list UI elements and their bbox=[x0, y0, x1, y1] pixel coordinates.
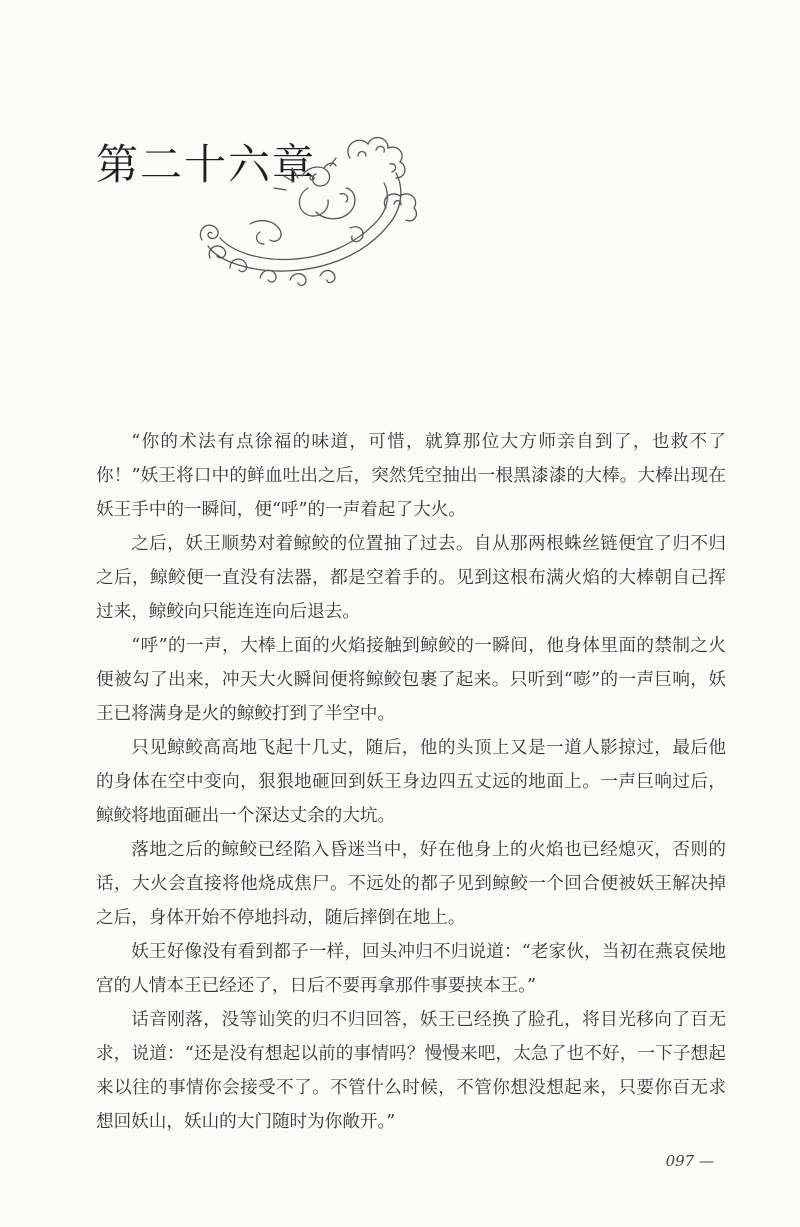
paragraph: 话音刚落，没等讪笑的归不归回答，妖王已经换了脸孔，将目光移向了百无求，说道：“还是没有想起以前的事情吗？慢慢来吧，太急了也不好，一下子想起来以往的事情你会接受不了。不管什么时候，不管你想没想起来，只要你百无求想回妖山，妖山的大门随时为你敞开。” bbox=[96, 1010, 726, 1132]
paragraph: “你的术法有点徐福的味道，可惜，就算那位大方师亲自到了，也救不了你！”妖王将口中的鲜血吐出之后，突然凭空抽出一根黑漆漆的大棒。大棒出现在妖王手中的一瞬间，便“呼”的一声着起了大火。 bbox=[96, 432, 726, 520]
paragraph: 之后，妖王顺势对着鲸鲛的位置抽了过去。自从那两根蛛丝链便宜了归不归之后，鲸鲛便一直没有法器，都是空着手的。见到这根布满火焰的大棒朝自己挥过来，鲸鲛向只能连连向后退去。 bbox=[96, 534, 726, 622]
page-number: 097 — bbox=[665, 1152, 714, 1170]
chapter-body bbox=[96, 425, 726, 1139]
auspicious-cloud-dragon-icon bbox=[190, 128, 420, 288]
chapter-title: 第二十六章 bbox=[96, 140, 317, 189]
paragraph: 只见鲸鲛高高地飞起十几丈，随后，他的头顶上又是一道人影掠过，最后他的身体在空中变向，狠狠地砸回到妖王身边四五丈远的地面上。一声巨响过后，鲸鲛将地面砸出一个深达丈余的大坑。 bbox=[96, 738, 726, 826]
paragraph: 妖王好像没有看到都子一样，回头冲归不归说道：“老家伙，当初在燕哀侯地宫的人情本王已经还了，日后不要再拿那件事要挟本王。” bbox=[96, 942, 726, 996]
paragraph: “呼”的一声，大棒上面的火焰接触到鲸鲛的一瞬间，他身体里面的禁制之火便被勾了出来，冲天大火瞬间便将鲸鲛包裹了起来。只听到“嘭”的一声巨响，妖王已将满身是火的鲸鲛打到了半空中。 bbox=[96, 636, 726, 724]
paragraph: 落地之后的鲸鲛已经陷入昏迷当中，好在他身上的火焰也已经熄灭，否则的话，大火会直接将他烧成焦尸。不远处的都子见到鲸鲛一个回合便被妖王解决掉之后，身体开始不停地抖动，随后摔倒在地上。 bbox=[96, 840, 726, 928]
